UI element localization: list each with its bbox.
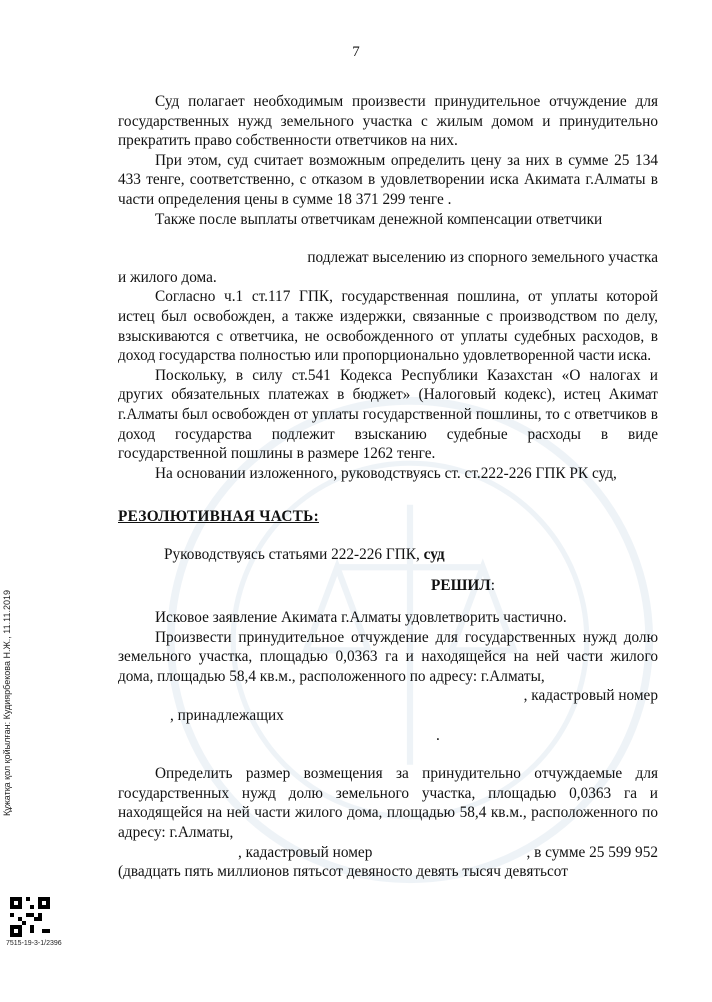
paragraph-eviction: подлежат выселению из спорного земельного участка	[307, 249, 658, 267]
resolution-item-3-amount-words: (двадцать пять миллионов пятьсот девяносто девять тысяч девятьсот	[118, 863, 568, 881]
resolution-heading: РЕЗОЛЮТИВНАЯ ЧАСТЬ:	[118, 508, 319, 526]
resolution-item-3: Определить размер возмещения за принудительно отчуждаемые для государственных нужд долю земельного участка, площадью 0,0363 га и находящейся на ней части жилого дома, площадью 58,4 кв.м., расположенного по адресу: г.Алматы,	[118, 765, 658, 841]
spacer	[118, 745, 658, 764]
document-code: 7515-19-3-1/2396	[6, 940, 62, 947]
resolution-item-2-end: .	[436, 726, 440, 744]
resolution-item-3-amount: , в сумме 25 599 952	[526, 843, 658, 861]
resolution-item-3-cadastral-label: , кадастровый номер	[238, 843, 373, 861]
paragraph-state-fee: Согласно ч.1 ст.117 ГПК, государственная пошлина, от уплаты которой истец был освобожден, а также издержки, связанные с производством по делу, взыскиваются с ответчика, не освобожденного от уплаты судебных расходов, в доход государства полностью или пропорционально удовлетворенной части иска.	[118, 288, 658, 365]
paragraph-eviction-end: и жилого дома.	[118, 268, 217, 286]
resolution-item-1: Исковое заявление Акимата г.Алматы удовлетворить частично.	[155, 609, 567, 627]
signature-stamp-text: Құжатқа қол қойылған: Кудиярбекова Н.Ж., 11.11.2019	[2, 590, 12, 816]
document-body	[118, 92, 658, 882]
paragraph-price: При этом, суд считает возможным определить цену за них в сумме 25 134 433 тенге, соответственно, с отказом в удовлетворении иска Акимата г.Алматы в части определения цены в сумме 18 371 299 тенге .	[118, 151, 658, 208]
paragraph-grounds: На основании изложенного, руководствуясь ст. ст.222-226 ГПК РК суд,	[155, 464, 617, 482]
paragraph-expropriation: Суд полагает необходимым произвести принудительное отчуждение для государственных нужд земельного участка с жилым домом и принудительно прекратить право собственности ответчиков на них.	[118, 93, 658, 150]
decided-word: РЕШИЛ	[431, 577, 491, 595]
resolution-item-2: Произвести принудительное отчуждение для государственных нужд долю земельного участка, площадью 0,0363 га и находящейся на ней части жилого дома, площадью 58,4 кв.м., расположенного по адресу: г.Алматы,	[118, 628, 658, 685]
resolution-item-2-cadastral: , кадастровый номер	[523, 687, 658, 705]
decided-heading	[118, 576, 658, 596]
qr-code-icon	[10, 897, 50, 937]
decided-colon: :	[490, 577, 495, 595]
guided-by-text: Руководствуясь статьями 222-226 ГПК,	[164, 545, 420, 563]
resolution-item-2-owners: , принадлежащих	[170, 707, 284, 725]
paragraph-tax-code: Поскольку, в силу ст.541 Кодекса Республики Казахстан «О налогах и других обязательных платежах в бюджет» (Налоговый кодекс), истец Акимат г.Алматы был освобожден от уплаты государственной пошлины, то с ответчиков в доход государства подлежит взысканию судебные расходы в виде государственной пошлины в размере 1262 тенге.	[118, 366, 658, 463]
signature-stamp	[0, 530, 14, 880]
resolution-item-3-cadastral	[118, 843, 658, 863]
page-number: 7	[352, 44, 360, 60]
guided-by-court: суд	[423, 545, 445, 563]
paragraph-compensation: Также после выплаты ответчикам денежной компенсации ответчики	[155, 210, 603, 228]
guided-by-line	[118, 545, 658, 565]
redacted-gap	[118, 229, 658, 248]
